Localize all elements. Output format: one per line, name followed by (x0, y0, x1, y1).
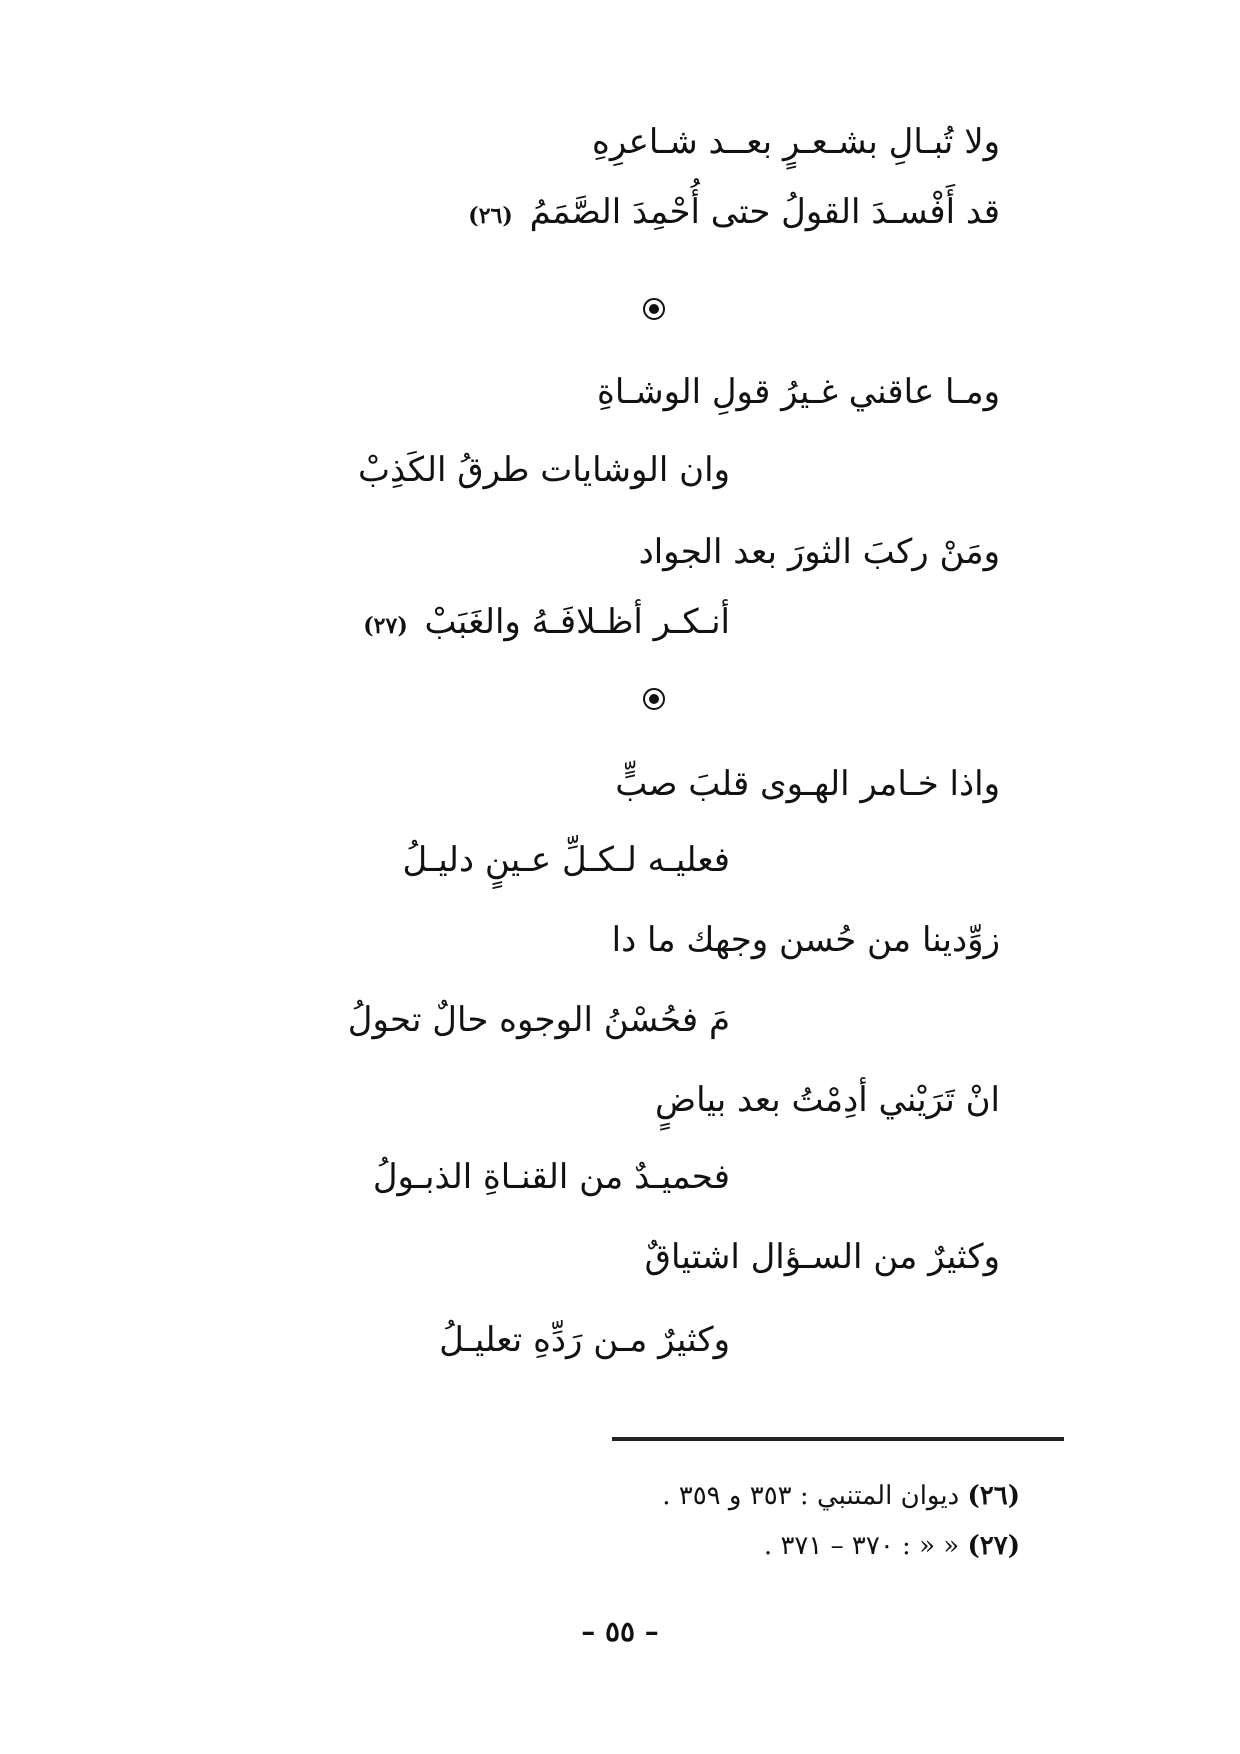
verse-text: وكثيرٌ مـن رَدِّهِ تعليـلُ (439, 1320, 730, 1360)
verse-text: وان الوشايات طرقُ الكَذِبْ (358, 450, 730, 490)
verse-line (358, 448, 730, 492)
verse-text: فعليـه لـكـلِّ عـينٍ دليـلُ (402, 840, 730, 880)
footnote (662, 1478, 1020, 1514)
verse-text: وكثيرٌ من السـؤال اشتياقٌ (644, 1237, 1000, 1277)
footnote-number: (٢٦) (967, 1481, 1020, 1511)
verse-text: ولا تُبـالِ بشـعـرٍ بعــد شـاعرِهِ (592, 122, 1000, 162)
verse-text: واذا خـامر الهـوى قلبَ صبٍّ (615, 764, 1000, 804)
page-number: – ٥٥ – (581, 1615, 659, 1648)
verse-line (363, 600, 730, 648)
verse-line (645, 1235, 1000, 1279)
verse-line (597, 370, 1000, 414)
footnote-text: ديوان المتنبي : ٣٥٣ و ٣٥٩ . (662, 1481, 960, 1511)
verse-line (439, 1318, 730, 1362)
verse-text: فحميـدٌ من القنـاةِ الذبـولُ (372, 1157, 730, 1197)
verse-text: أنـكـر أظـلافَـهُ والغَبَبْ (424, 602, 730, 642)
verse-line (348, 998, 730, 1042)
verse-line (612, 918, 1000, 962)
verse-line (403, 838, 730, 882)
footnote-divider (612, 1437, 1064, 1441)
verse-text: مَ فحُسْنُ الوجوه حالٌ تحولُ (347, 1000, 730, 1040)
verse-line (468, 190, 1000, 238)
stanza-separator-icon (643, 298, 665, 320)
verse-text: ومَنْ ركبَ الثورَ بعد الجواد (638, 532, 1000, 572)
verse-line (615, 762, 1000, 806)
verse-line (373, 1155, 730, 1199)
verse-text: زوِّدينا من حُسن وجهك ما دا (611, 920, 1000, 960)
footnote-ref: (٢٦) (468, 203, 513, 229)
verse-line (592, 120, 1000, 164)
verse-line (639, 530, 1000, 574)
footnote-text: « « : ٣٧٠ – ٣٧١ . (763, 1531, 960, 1561)
verse-text: انْ تَرَيْني أدِمْتُ بعد بياضٍ (654, 1080, 1000, 1120)
footnote (764, 1528, 1020, 1564)
stanza-separator-icon (643, 688, 665, 710)
verse-line (655, 1078, 1000, 1122)
verse-text: ومـا عاقني غـيرُ قولِ الوشـاةِ (597, 372, 1000, 412)
verse-text: قد أَفْسـدَ القولُ حتى أُحْمِدَ الصَّمَمُ (529, 192, 1000, 232)
footnote-number: (٢٧) (967, 1531, 1020, 1561)
footnote-ref: (٢٧) (363, 613, 408, 639)
